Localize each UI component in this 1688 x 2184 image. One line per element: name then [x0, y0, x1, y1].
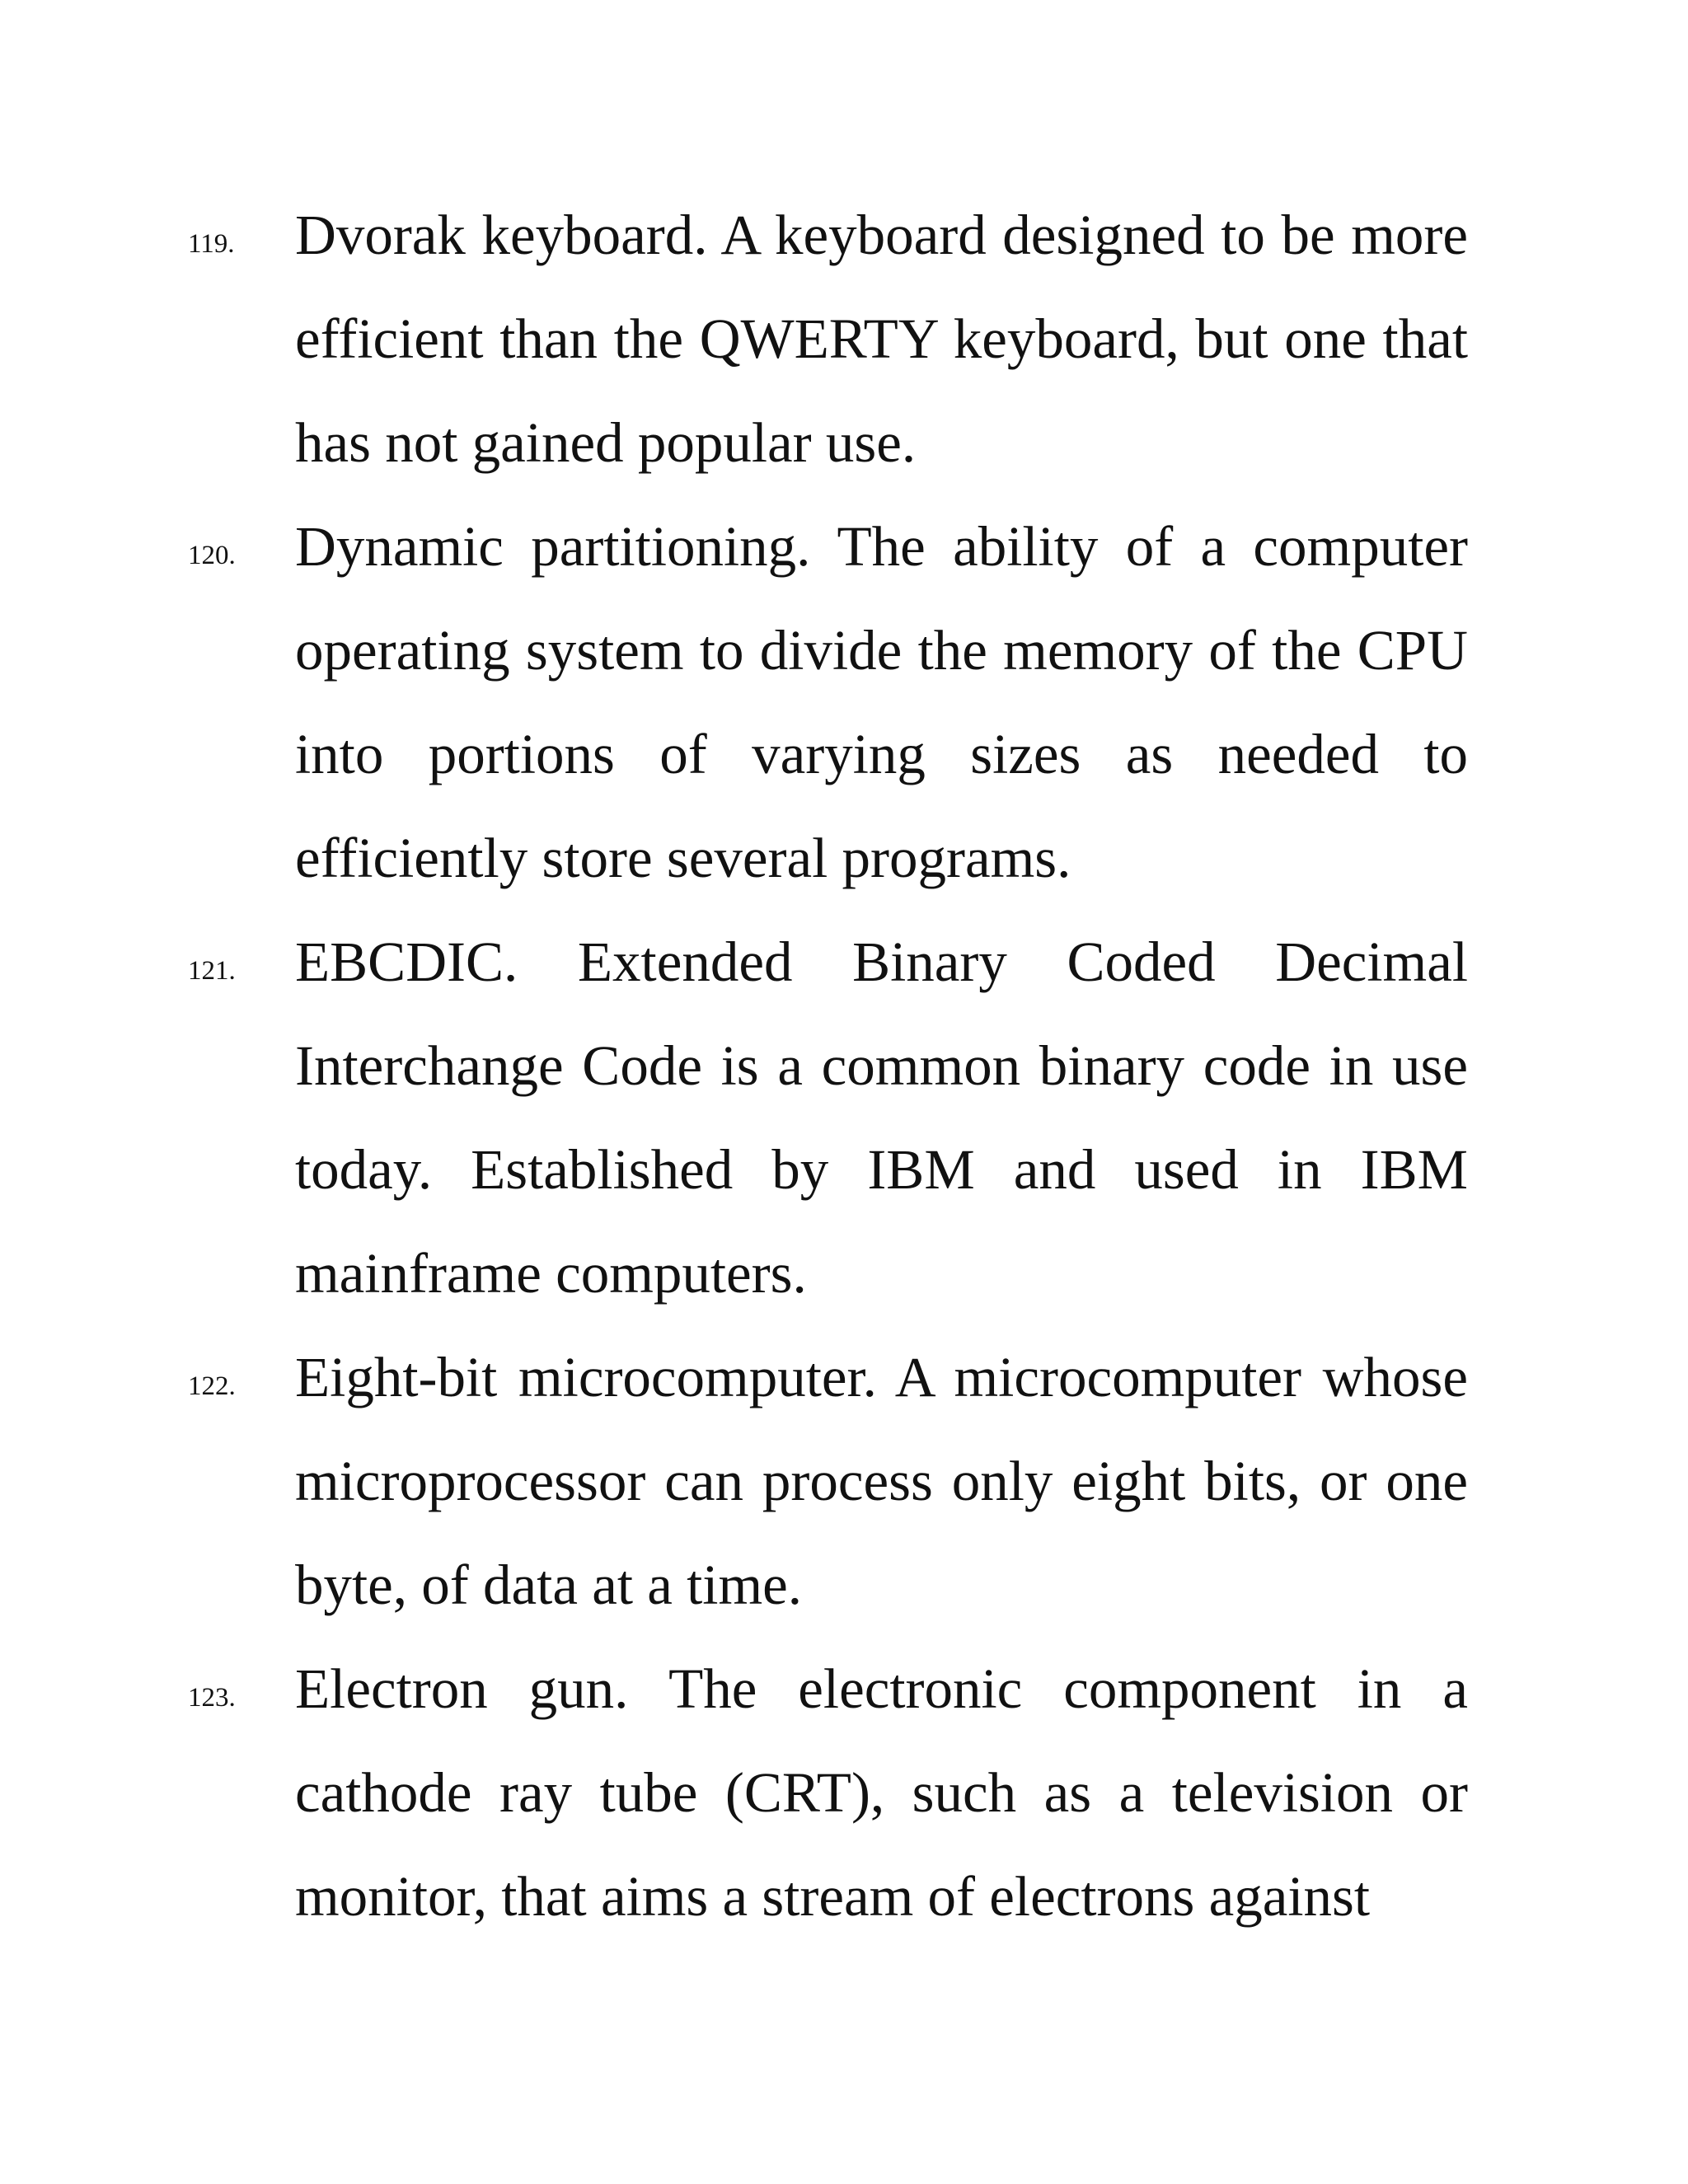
- glossary-entry-121: [0, 910, 1688, 1325]
- glossary-entry-123: [0, 1637, 1688, 1948]
- entry-text: Dvorak keyboard. A keyboard designed to be more efficient than the QWERTY keyboard, but one that has not gained popular use.: [295, 204, 1468, 474]
- entry-number: 119.: [188, 229, 235, 259]
- entry-text: Eight-bit microcomputer. A microcomputer whose microprocessor can process only eight bits, or one byte, of data at a time.: [295, 1346, 1468, 1616]
- glossary-entry-122: [0, 1325, 1688, 1637]
- glossary-list: [0, 183, 1688, 1948]
- glossary-entry-119: [0, 183, 1688, 494]
- entry-text: Electron gun. The electronic component in a cathode ray tube (CRT), such as a television or monitor, that aims a stream of electrons against: [295, 1657, 1468, 1928]
- entry-text: Dynamic partitioning. The ability of a computer operating system to divide the memory of the CPU into portions of varying sizes as needed to efficiently store several programs.: [295, 515, 1468, 889]
- entry-number: 120.: [188, 541, 236, 570]
- entry-number: 122.: [188, 1371, 236, 1401]
- entry-number: 121.: [188, 956, 236, 986]
- entry-number: 123.: [188, 1683, 236, 1713]
- entry-text: EBCDIC. Extended Binary Coded Decimal Interchange Code is a common binary code in use today. Established by IBM and used in IBM mainframe computers.: [295, 930, 1468, 1305]
- glossary-entry-120: [0, 494, 1688, 910]
